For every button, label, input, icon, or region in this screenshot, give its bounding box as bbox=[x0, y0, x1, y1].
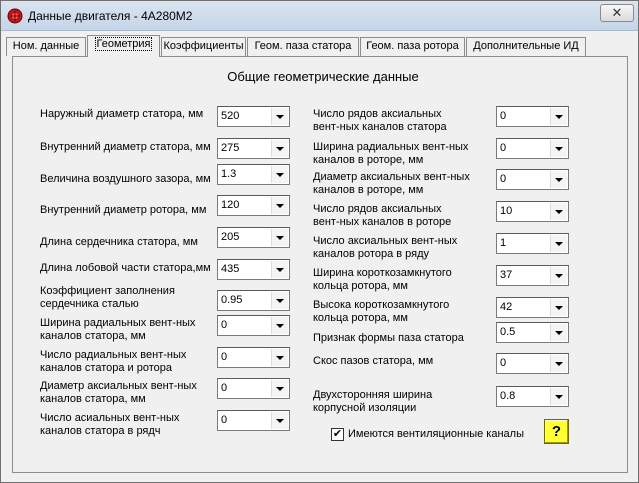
tab-additional-data[interactable]: Дополнительные ИД bbox=[466, 37, 586, 56]
ventilation-ducts-label[interactable]: Имеются вентиляционные каналы bbox=[348, 428, 524, 440]
tab-rotor-slot-geometry[interactable]: Геом. паза ротора bbox=[360, 37, 465, 56]
field-label: Высока короткозамкнутого кольца ротора, мм bbox=[313, 299, 450, 324]
field-label: Число рядов аксиальных вент-ных каналов в роторе bbox=[313, 203, 452, 228]
check-icon: ✔ bbox=[332, 428, 343, 440]
chevron-down-icon[interactable] bbox=[271, 108, 288, 125]
chevron-down-icon[interactable] bbox=[271, 317, 288, 334]
field-label: Длина сердечника статора, мм bbox=[40, 236, 198, 248]
rotor-axial-duct-count-combo[interactable]: 1 bbox=[496, 233, 569, 254]
chevron-down-icon[interactable] bbox=[271, 349, 288, 366]
rotor-radial-duct-width-combo[interactable]: 0 bbox=[496, 138, 569, 159]
tab-stator-slot-geometry[interactable]: Геом. паза статора bbox=[247, 37, 359, 56]
stator-axial-duct-diameter-combo[interactable]: 0 bbox=[217, 378, 290, 399]
tab-strip bbox=[1, 35, 639, 57]
chevron-down-icon[interactable] bbox=[550, 203, 567, 220]
chevron-down-icon[interactable] bbox=[550, 171, 567, 188]
chevron-down-icon[interactable] bbox=[271, 261, 288, 278]
chevron-down-icon[interactable] bbox=[550, 355, 567, 372]
chevron-down-icon[interactable] bbox=[271, 229, 288, 246]
ventilation-ducts-checkbox[interactable] bbox=[331, 428, 344, 441]
field-label: Скос пазов статора, мм bbox=[313, 355, 434, 367]
rotor-inner-diameter-combo[interactable]: 120 bbox=[217, 195, 290, 216]
question-icon: ? bbox=[551, 423, 562, 440]
rotor-axial-duct-rows-combo[interactable]: 10 bbox=[496, 201, 569, 222]
panel-heading: Общие геометрические данные bbox=[227, 69, 419, 84]
air-gap-combo[interactable]: 1.3 bbox=[217, 164, 290, 185]
chevron-down-icon[interactable] bbox=[271, 292, 288, 309]
title-bar[interactable] bbox=[1, 1, 638, 31]
stator-slot-shape-combo[interactable]: 0.5 bbox=[496, 322, 569, 343]
insulation-width-combo[interactable]: 0.8 bbox=[496, 386, 569, 407]
close-button[interactable] bbox=[600, 4, 634, 22]
stator-skew-combo[interactable]: 0 bbox=[496, 353, 569, 374]
field-label: Величина воздушного зазора, мм bbox=[40, 173, 211, 185]
end-winding-length-combo[interactable]: 435 bbox=[217, 259, 290, 280]
chevron-down-icon[interactable] bbox=[550, 299, 567, 316]
chevron-down-icon[interactable] bbox=[271, 166, 288, 183]
field-label: Число рядов аксиальных вент-ных каналов статора bbox=[313, 108, 447, 133]
tab-geometry[interactable]: Геометрия bbox=[87, 35, 160, 57]
stator-outer-diameter-combo[interactable]: 520 bbox=[217, 106, 290, 127]
stator-inner-diameter-combo[interactable]: 275 bbox=[217, 138, 290, 159]
field-label: Длина лобовой части статора,мм bbox=[40, 262, 211, 274]
field-label: Внутренний диаметр статора, мм bbox=[40, 141, 211, 153]
stator-axial-duct-count-combo[interactable]: 0 bbox=[217, 410, 290, 431]
field-label: Диаметр аксиальных вент-ных каналов статора, мм bbox=[40, 380, 197, 405]
field-label: Коэффициент заполнения сердечника сталью bbox=[40, 285, 175, 310]
help-button[interactable] bbox=[544, 419, 569, 444]
field-label: Внутренний диаметр ротора, мм bbox=[40, 204, 207, 216]
chevron-down-icon[interactable] bbox=[550, 388, 567, 405]
close-icon: ✕ bbox=[611, 5, 623, 20]
field-label: Число радиальных вент-ных каналов статора и ротора bbox=[40, 349, 187, 374]
rotor-axial-duct-diameter-combo[interactable]: 0 bbox=[496, 169, 569, 190]
chevron-down-icon[interactable] bbox=[271, 197, 288, 214]
chevron-down-icon[interactable] bbox=[271, 380, 288, 397]
window-title: Данные двигателя - 4А280М2 bbox=[28, 9, 193, 23]
chevron-down-icon[interactable] bbox=[550, 140, 567, 157]
field-label: Ширина радиальных вент-ных каналов статора, мм bbox=[40, 317, 196, 342]
chevron-down-icon[interactable] bbox=[271, 412, 288, 429]
tab-coefficients[interactable]: Коэффициенты bbox=[161, 37, 246, 56]
chevron-down-icon[interactable] bbox=[550, 267, 567, 284]
chevron-down-icon[interactable] bbox=[550, 108, 567, 125]
field-label: Признак формы паза статора bbox=[313, 332, 464, 344]
stator-radial-duct-width-combo[interactable]: 0 bbox=[217, 315, 290, 336]
field-label: Число аксиальных вент-ных каналов ротора в ряду bbox=[313, 235, 458, 260]
field-label: Ширина короткозамкнутого кольца ротора, мм bbox=[313, 267, 452, 292]
tab-nominal-data[interactable]: Ном. данные bbox=[6, 37, 86, 56]
field-label: Число асиальных вент-ных каналов статора в рядч bbox=[40, 412, 180, 437]
field-label: Диаметр аксиальных вент-ных каналов в роторе, мм bbox=[313, 171, 470, 196]
geometry-panel bbox=[12, 56, 628, 473]
steel-fill-factor-combo[interactable]: 0.95 bbox=[217, 290, 290, 311]
stator-axial-duct-rows-combo[interactable]: 0 bbox=[496, 106, 569, 127]
chevron-down-icon[interactable] bbox=[550, 324, 567, 341]
app-icon bbox=[7, 8, 23, 24]
field-label: Ширина радиальных вент-ных каналов в роторе, мм bbox=[313, 141, 469, 166]
stator-core-length-combo[interactable]: 205 bbox=[217, 227, 290, 248]
chevron-down-icon[interactable] bbox=[271, 140, 288, 157]
field-label: Двухсторонняя ширина корпусной изоляции bbox=[313, 389, 433, 414]
ring-height-combo[interactable]: 42 bbox=[496, 297, 569, 318]
field-label: Наружный диаметр статора, мм bbox=[40, 108, 204, 120]
ring-width-combo[interactable]: 37 bbox=[496, 265, 569, 286]
chevron-down-icon[interactable] bbox=[550, 235, 567, 252]
radial-duct-count-combo[interactable]: 0 bbox=[217, 347, 290, 368]
